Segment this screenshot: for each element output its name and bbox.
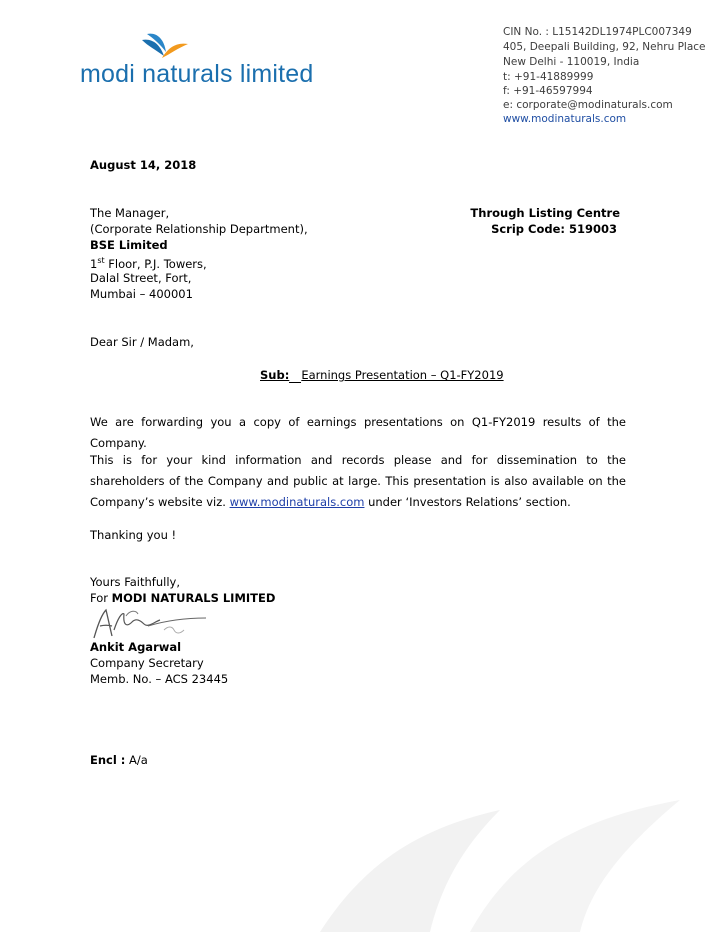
for-prefix: For bbox=[90, 591, 112, 605]
letter-date: August 14, 2018 bbox=[90, 158, 197, 172]
paragraph-1: We are forwarding you a copy of earnings presentations on Q1-FY2019 results of the Company. bbox=[90, 415, 626, 450]
paragraph-2-text: This is for your kind information and records please and for dissemination to the shareholders of the Company and public at large. This presentation is also available on the Company’s website viz. bbox=[90, 453, 626, 509]
recipient-line-4 bbox=[90, 253, 207, 272]
website-link[interactable]: www.modinaturals.com bbox=[503, 113, 627, 125]
fax: f: +91-46597994 bbox=[503, 85, 593, 97]
watermark-logo bbox=[240, 780, 720, 932]
salutation: Dear Sir / Madam, bbox=[90, 335, 194, 349]
encl-label: Encl : bbox=[90, 753, 126, 767]
email: e: corporate@modinaturals.com bbox=[503, 99, 673, 111]
subject-text: Earnings Presentation – Q1-FY2019 bbox=[301, 368, 504, 382]
company-name: MODI NATURALS LIMITED bbox=[111, 591, 276, 605]
thanks-line: Thanking you ! bbox=[90, 528, 177, 542]
recipient-line-5: Dalal Street, Fort, bbox=[90, 271, 192, 285]
subject-line bbox=[260, 367, 504, 383]
brand-name: modi naturals limited bbox=[80, 60, 314, 88]
recipient-line-6: Mumbai – 400001 bbox=[90, 287, 193, 301]
recipient-line-3: BSE Limited bbox=[90, 238, 168, 252]
subject-label: Sub: bbox=[260, 368, 290, 382]
recipient-line-1: The Manager, bbox=[90, 206, 170, 220]
listing-centre: Through Listing Centre bbox=[470, 206, 620, 220]
membership-number: Memb. No. – ACS 23445 bbox=[90, 672, 229, 686]
paragraph-2-tail: under ‘Investors Relations’ section. bbox=[364, 495, 571, 509]
encl-value: A/a bbox=[125, 753, 148, 767]
signatory-name: Ankit Agarwal bbox=[90, 640, 182, 654]
floor-suffix: st bbox=[97, 256, 105, 265]
closing-line: Yours Faithfully, bbox=[90, 575, 180, 589]
paragraph-2 bbox=[90, 450, 626, 513]
floor-text: Floor, P.J. Towers, bbox=[104, 256, 207, 271]
address-line-1: 405, Deepali Building, 92, Nehru Place bbox=[503, 41, 706, 53]
company-website-link[interactable]: www.modinaturals.com bbox=[229, 495, 365, 509]
enclosure-line bbox=[90, 752, 148, 768]
scrip-code: Scrip Code: 519003 bbox=[491, 222, 617, 236]
phone: t: +91-41889999 bbox=[503, 71, 594, 83]
handwritten-signature-icon bbox=[88, 604, 218, 644]
signatory-title: Company Secretary bbox=[90, 656, 204, 670]
floor-number: 1 bbox=[90, 256, 98, 271]
address-line-2: New Delhi - 110019, India bbox=[503, 56, 640, 68]
recipient-line-2: (Corporate Relationship Department), bbox=[90, 222, 308, 236]
subject-gap bbox=[289, 370, 301, 383]
cin-number: CIN No. : L15142DL1974PLC007349 bbox=[503, 26, 692, 38]
